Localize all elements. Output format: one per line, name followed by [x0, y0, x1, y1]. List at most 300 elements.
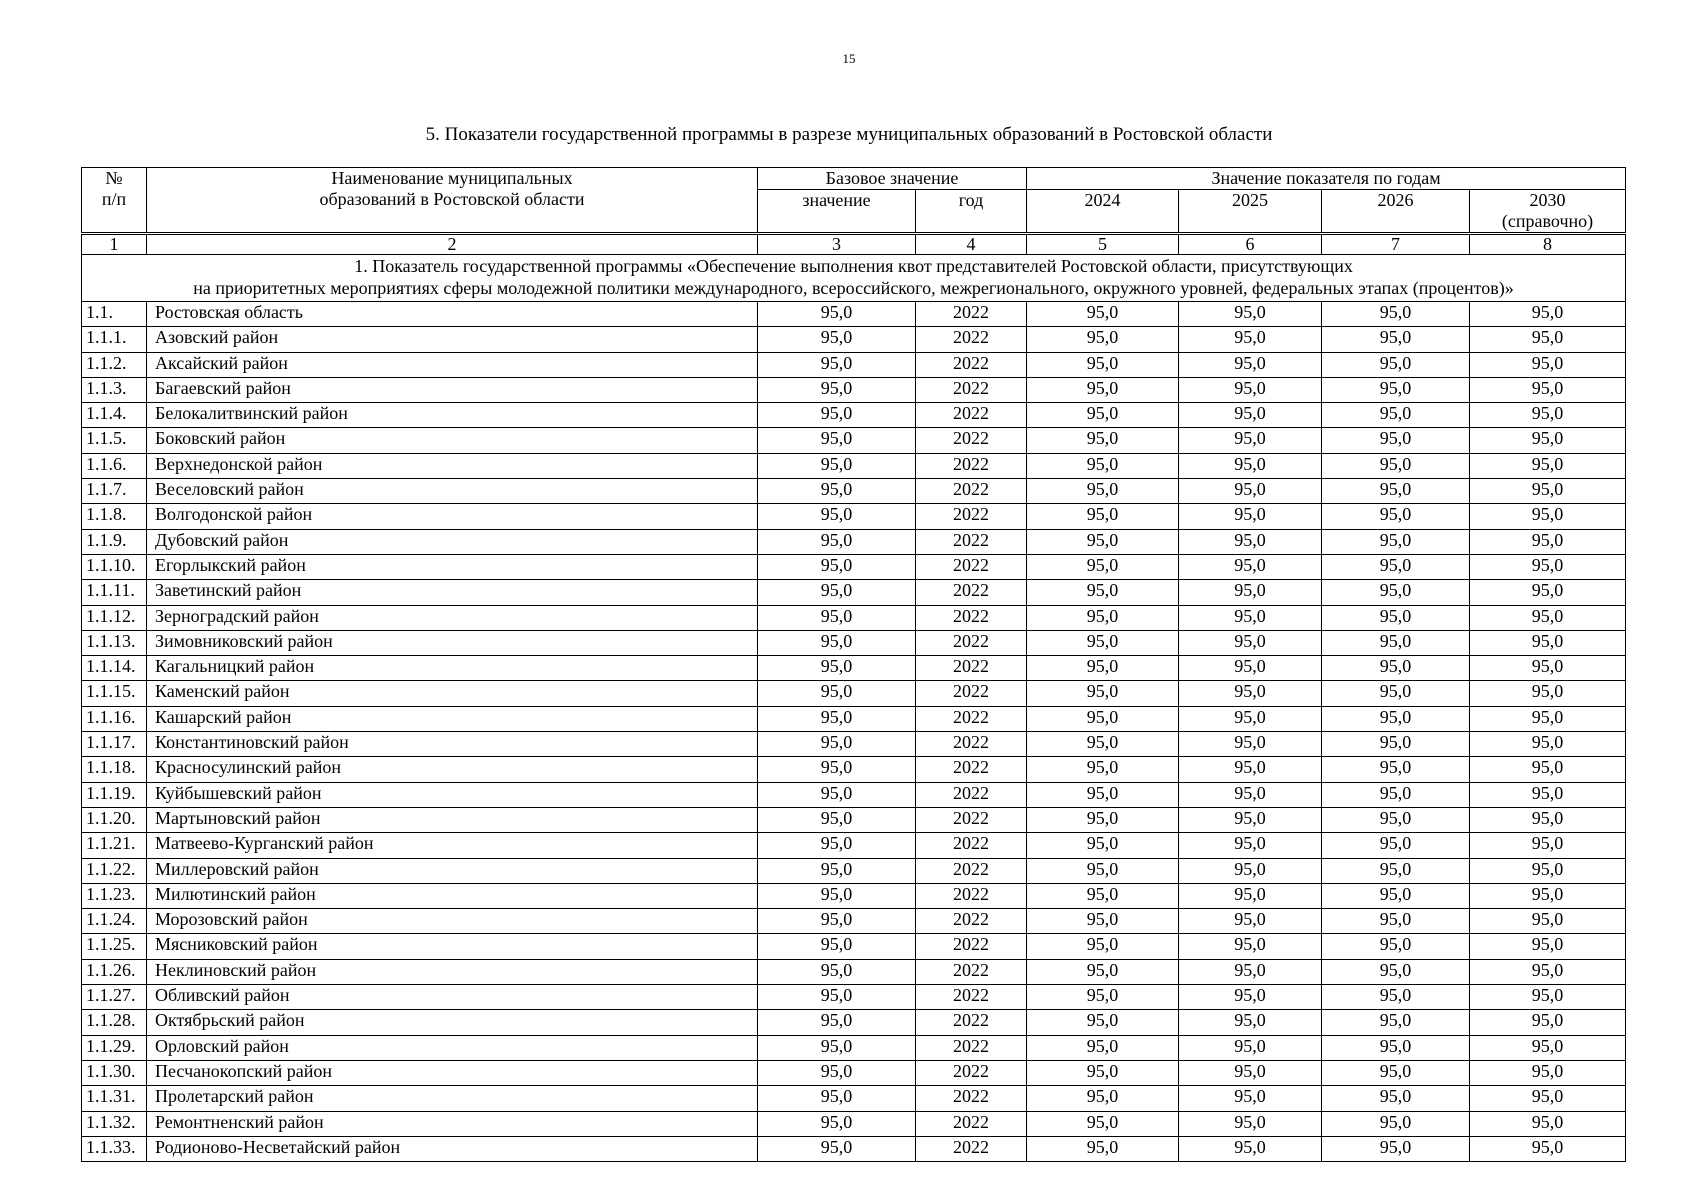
table-row [82, 858, 1626, 883]
value-2024: 95,0 [1027, 1060, 1179, 1085]
value-2026: 95,0 [1322, 1035, 1470, 1060]
value-2026: 95,0 [1322, 681, 1470, 706]
value-2025: 95,0 [1179, 732, 1322, 757]
base-value: 95,0 [758, 327, 916, 352]
value-2030: 95,0 [1470, 302, 1626, 327]
base-value: 95,0 [758, 453, 916, 478]
base-value: 95,0 [758, 681, 916, 706]
municipality-name: Заветинский район [147, 580, 758, 605]
base-value: 95,0 [758, 656, 916, 681]
base-year: 2022 [916, 656, 1027, 681]
municipality-name: Красносулинский район [147, 757, 758, 782]
value-2026: 95,0 [1322, 909, 1470, 934]
value-2024: 95,0 [1027, 554, 1179, 579]
column-number: 3 [758, 234, 916, 255]
base-value: 95,0 [758, 554, 916, 579]
table-row [82, 1111, 1626, 1136]
value-2026: 95,0 [1322, 1010, 1470, 1035]
value-2025: 95,0 [1179, 883, 1322, 908]
indicator-row [82, 255, 1626, 302]
base-year: 2022 [916, 580, 1027, 605]
base-year: 2022 [916, 1136, 1027, 1161]
municipality-name: Обливский район [147, 985, 758, 1010]
municipality-name: Морозовский район [147, 909, 758, 934]
table-row [82, 706, 1626, 731]
base-year: 2022 [916, 833, 1027, 858]
value-2025: 95,0 [1179, 302, 1322, 327]
base-year: 2022 [916, 327, 1027, 352]
row-number: 1.1.7. [82, 479, 147, 504]
municipality-name: Константиновский район [147, 732, 758, 757]
value-2026: 95,0 [1322, 1086, 1470, 1111]
value-2026: 95,0 [1322, 605, 1470, 630]
table-row [82, 883, 1626, 908]
header-years: Значение показателя по годам [1027, 168, 1626, 190]
value-2030: 95,0 [1470, 909, 1626, 934]
value-2026: 95,0 [1322, 934, 1470, 959]
table-row [82, 327, 1626, 352]
value-2025: 95,0 [1179, 580, 1322, 605]
column-number: 8 [1470, 234, 1626, 255]
municipality-name: Песчанокопский район [147, 1060, 758, 1085]
base-value: 95,0 [758, 959, 916, 984]
value-2025: 95,0 [1179, 681, 1322, 706]
value-2024: 95,0 [1027, 302, 1179, 327]
value-2026: 95,0 [1322, 580, 1470, 605]
municipality-name: Егорлыкский район [147, 554, 758, 579]
row-number: 1.1.26. [82, 959, 147, 984]
base-year: 2022 [916, 681, 1027, 706]
base-value: 95,0 [758, 1035, 916, 1060]
table-row [82, 1086, 1626, 1111]
base-year: 2022 [916, 1111, 1027, 1136]
table-row [82, 757, 1626, 782]
value-2024: 95,0 [1027, 605, 1179, 630]
value-2024: 95,0 [1027, 959, 1179, 984]
table-row [82, 833, 1626, 858]
row-number: 1.1.16. [82, 706, 147, 731]
value-2025: 95,0 [1179, 959, 1322, 984]
indicators-table [81, 167, 1626, 1162]
column-number: 5 [1027, 234, 1179, 255]
base-value: 95,0 [758, 352, 916, 377]
row-number: 1.1.33. [82, 1136, 147, 1161]
column-numbers-row [82, 234, 1626, 255]
value-2025: 95,0 [1179, 858, 1322, 883]
value-2025: 95,0 [1179, 833, 1322, 858]
value-2025: 95,0 [1179, 1136, 1322, 1161]
row-number: 1.1.10. [82, 554, 147, 579]
value-2024: 95,0 [1027, 934, 1179, 959]
value-2025: 95,0 [1179, 377, 1322, 402]
municipality-name: Мясниковский район [147, 934, 758, 959]
row-number: 1.1.25. [82, 934, 147, 959]
base-value: 95,0 [758, 1086, 916, 1111]
value-2026: 95,0 [1322, 985, 1470, 1010]
municipality-name: Дубовский район [147, 529, 758, 554]
column-number: 7 [1322, 234, 1470, 255]
municipality-name: Неклиновский район [147, 959, 758, 984]
value-2025: 95,0 [1179, 479, 1322, 504]
value-2025: 95,0 [1179, 706, 1322, 731]
value-2025: 95,0 [1179, 1111, 1322, 1136]
value-2025: 95,0 [1179, 656, 1322, 681]
row-number: 1.1.14. [82, 656, 147, 681]
row-number: 1.1.15. [82, 681, 147, 706]
base-value: 95,0 [758, 858, 916, 883]
value-2030: 95,0 [1470, 757, 1626, 782]
base-value: 95,0 [758, 1060, 916, 1085]
base-value: 95,0 [758, 504, 916, 529]
value-2025: 95,0 [1179, 1035, 1322, 1060]
base-year: 2022 [916, 1060, 1027, 1085]
row-number: 1.1.29. [82, 1035, 147, 1060]
row-number: 1.1.3. [82, 377, 147, 402]
value-2025: 95,0 [1179, 630, 1322, 655]
base-year: 2022 [916, 630, 1027, 655]
table-row [82, 580, 1626, 605]
base-year: 2022 [916, 985, 1027, 1010]
base-year: 2022 [916, 504, 1027, 529]
row-number: 1.1.22. [82, 858, 147, 883]
column-number: 1 [82, 234, 147, 255]
value-2025: 95,0 [1179, 1060, 1322, 1085]
value-2024: 95,0 [1027, 757, 1179, 782]
base-year: 2022 [916, 529, 1027, 554]
row-number: 1.1.6. [82, 453, 147, 478]
value-2030: 95,0 [1470, 1136, 1626, 1161]
base-value: 95,0 [758, 807, 916, 832]
base-value: 95,0 [758, 605, 916, 630]
value-2026: 95,0 [1322, 630, 1470, 655]
value-2025: 95,0 [1179, 352, 1322, 377]
base-year: 2022 [916, 453, 1027, 478]
row-number: 1.1.18. [82, 757, 147, 782]
value-2024: 95,0 [1027, 428, 1179, 453]
value-2030: 95,0 [1470, 883, 1626, 908]
municipality-name: Каменский район [147, 681, 758, 706]
value-2024: 95,0 [1027, 1010, 1179, 1035]
row-number: 1.1.4. [82, 403, 147, 428]
base-value: 95,0 [758, 732, 916, 757]
value-2024: 95,0 [1027, 985, 1179, 1010]
value-2024: 95,0 [1027, 479, 1179, 504]
base-year: 2022 [916, 782, 1027, 807]
base-year: 2022 [916, 302, 1027, 327]
table-row [82, 352, 1626, 377]
value-2024: 95,0 [1027, 377, 1179, 402]
municipality-name: Пролетарский район [147, 1086, 758, 1111]
value-2030: 95,0 [1470, 1035, 1626, 1060]
value-2030: 95,0 [1470, 453, 1626, 478]
base-year: 2022 [916, 1035, 1027, 1060]
column-number: 4 [916, 234, 1027, 255]
value-2030: 95,0 [1470, 807, 1626, 832]
table-row [82, 807, 1626, 832]
municipality-name: Веселовский район [147, 479, 758, 504]
value-2030: 95,0 [1470, 1010, 1626, 1035]
base-year: 2022 [916, 909, 1027, 934]
value-2030: 95,0 [1470, 479, 1626, 504]
row-number: 1.1.9. [82, 529, 147, 554]
value-2030: 95,0 [1470, 352, 1626, 377]
base-value: 95,0 [758, 706, 916, 731]
header-base-value: значение [758, 190, 916, 234]
value-2025: 95,0 [1179, 1086, 1322, 1111]
value-2026: 95,0 [1322, 554, 1470, 579]
value-2024: 95,0 [1027, 403, 1179, 428]
value-2030: 95,0 [1470, 605, 1626, 630]
row-number: 1.1.20. [82, 807, 147, 832]
base-year: 2022 [916, 428, 1027, 453]
value-2025: 95,0 [1179, 605, 1322, 630]
table-row [82, 377, 1626, 402]
table-row [82, 985, 1626, 1010]
value-2026: 95,0 [1322, 327, 1470, 352]
municipality-name: Мартыновский район [147, 807, 758, 832]
municipality-name: Верхнедонской район [147, 453, 758, 478]
base-value: 95,0 [758, 529, 916, 554]
table-row [82, 529, 1626, 554]
value-2025: 95,0 [1179, 807, 1322, 832]
base-value: 95,0 [758, 302, 916, 327]
value-2030: 95,0 [1470, 403, 1626, 428]
base-value: 95,0 [758, 403, 916, 428]
value-2024: 95,0 [1027, 580, 1179, 605]
row-number: 1.1.13. [82, 630, 147, 655]
base-year: 2022 [916, 934, 1027, 959]
row-number: 1.1.1. [82, 327, 147, 352]
municipality-name: Белокалитвинский район [147, 403, 758, 428]
base-year: 2022 [916, 1086, 1027, 1111]
municipality-name: Ростовская область [147, 302, 758, 327]
value-2030: 95,0 [1470, 580, 1626, 605]
row-number: 1.1.21. [82, 833, 147, 858]
value-2026: 95,0 [1322, 706, 1470, 731]
table-row [82, 554, 1626, 579]
header-year-2025: 2025 [1179, 190, 1322, 234]
base-year: 2022 [916, 883, 1027, 908]
value-2030: 95,0 [1470, 630, 1626, 655]
value-2025: 95,0 [1179, 428, 1322, 453]
section-title: 5. Показатели государственной программы в разрезе муниципальных образований в Ростовской области [425, 124, 1273, 145]
base-year: 2022 [916, 807, 1027, 832]
value-2030: 95,0 [1470, 706, 1626, 731]
header-base-year: год [916, 190, 1027, 234]
value-2025: 95,0 [1179, 529, 1322, 554]
municipality-name: Волгодонской район [147, 504, 758, 529]
value-2025: 95,0 [1179, 909, 1322, 934]
value-2024: 95,0 [1027, 630, 1179, 655]
value-2024: 95,0 [1027, 681, 1179, 706]
table-row [82, 453, 1626, 478]
table-row [82, 1136, 1626, 1161]
header-row-top [82, 168, 1626, 190]
base-value: 95,0 [758, 757, 916, 782]
value-2026: 95,0 [1322, 1136, 1470, 1161]
value-2026: 95,0 [1322, 757, 1470, 782]
municipality-name: Матвеево-Курганский район [147, 833, 758, 858]
table-row [82, 934, 1626, 959]
header-year-2030: 2030 (справочно) [1470, 190, 1626, 234]
value-2026: 95,0 [1322, 504, 1470, 529]
municipality-name: Азовский район [147, 327, 758, 352]
base-value: 95,0 [758, 1010, 916, 1035]
value-2030: 95,0 [1470, 1111, 1626, 1136]
municipality-name: Боковский район [147, 428, 758, 453]
municipality-name: Куйбышевский район [147, 782, 758, 807]
base-year: 2022 [916, 403, 1027, 428]
base-value: 95,0 [758, 909, 916, 934]
row-number: 1.1.2. [82, 352, 147, 377]
row-number: 1.1.28. [82, 1010, 147, 1035]
base-year: 2022 [916, 479, 1027, 504]
value-2025: 95,0 [1179, 934, 1322, 959]
header-year-2026: 2026 [1322, 190, 1470, 234]
value-2030: 95,0 [1470, 782, 1626, 807]
indicator-title: 1. Показатель государственной программы «Обеспечение выполнения квот представителей Ростовской области, присутствующих на приоритетных мероприятиях сферы молодежной политики международного, всероссийского, межрегионального, окружного уровней, федеральных этапах (процентов)» [82, 255, 1626, 302]
value-2026: 95,0 [1322, 479, 1470, 504]
value-2026: 95,0 [1322, 959, 1470, 984]
value-2024: 95,0 [1027, 327, 1179, 352]
base-value: 95,0 [758, 934, 916, 959]
base-value: 95,0 [758, 1136, 916, 1161]
value-2026: 95,0 [1322, 782, 1470, 807]
table-row [82, 782, 1626, 807]
base-year: 2022 [916, 554, 1027, 579]
base-value: 95,0 [758, 985, 916, 1010]
row-number: 1.1.27. [82, 985, 147, 1010]
base-value: 95,0 [758, 1111, 916, 1136]
value-2030: 95,0 [1470, 833, 1626, 858]
value-2025: 95,0 [1179, 453, 1322, 478]
row-number: 1.1.23. [82, 883, 147, 908]
row-number: 1.1.5. [82, 428, 147, 453]
municipality-name: Октябрьский район [147, 1010, 758, 1035]
base-value: 95,0 [758, 377, 916, 402]
table-row [82, 1060, 1626, 1085]
header-base: Базовое значение [758, 168, 1027, 190]
page-number: 15 [842, 51, 856, 66]
value-2030: 95,0 [1470, 428, 1626, 453]
value-2025: 95,0 [1179, 554, 1322, 579]
value-2025: 95,0 [1179, 403, 1322, 428]
value-2030: 95,0 [1470, 732, 1626, 757]
value-2030: 95,0 [1470, 858, 1626, 883]
value-2025: 95,0 [1179, 1010, 1322, 1035]
base-year: 2022 [916, 377, 1027, 402]
value-2025: 95,0 [1179, 327, 1322, 352]
base-year: 2022 [916, 605, 1027, 630]
base-value: 95,0 [758, 630, 916, 655]
table-row [82, 656, 1626, 681]
row-number: 1.1.31. [82, 1086, 147, 1111]
value-2026: 95,0 [1322, 858, 1470, 883]
base-value: 95,0 [758, 782, 916, 807]
municipality-name: Аксайский район [147, 352, 758, 377]
value-2024: 95,0 [1027, 883, 1179, 908]
value-2026: 95,0 [1322, 529, 1470, 554]
value-2024: 95,0 [1027, 1136, 1179, 1161]
base-year: 2022 [916, 706, 1027, 731]
column-number: 2 [147, 234, 758, 255]
base-year: 2022 [916, 757, 1027, 782]
base-year: 2022 [916, 352, 1027, 377]
value-2026: 95,0 [1322, 352, 1470, 377]
municipality-name: Зерноградский район [147, 605, 758, 630]
row-number: 1.1.12. [82, 605, 147, 630]
value-2026: 95,0 [1322, 833, 1470, 858]
municipality-name: Миллеровский район [147, 858, 758, 883]
value-2024: 95,0 [1027, 858, 1179, 883]
value-2030: 95,0 [1470, 985, 1626, 1010]
row-number: 1.1.19. [82, 782, 147, 807]
header-year-2024: 2024 [1027, 190, 1179, 234]
value-2026: 95,0 [1322, 428, 1470, 453]
value-2024: 95,0 [1027, 807, 1179, 832]
column-number: 6 [1179, 234, 1322, 255]
value-2030: 95,0 [1470, 681, 1626, 706]
base-year: 2022 [916, 1010, 1027, 1035]
value-2024: 95,0 [1027, 453, 1179, 478]
value-2025: 95,0 [1179, 985, 1322, 1010]
value-2026: 95,0 [1322, 377, 1470, 402]
row-number: 1.1.30. [82, 1060, 147, 1085]
value-2026: 95,0 [1322, 1111, 1470, 1136]
table-row [82, 732, 1626, 757]
table-row [82, 909, 1626, 934]
value-2024: 95,0 [1027, 352, 1179, 377]
value-2026: 95,0 [1322, 732, 1470, 757]
header-name: Наименование муниципальных образований в Ростовской области [147, 168, 758, 234]
table-row [82, 428, 1626, 453]
value-2024: 95,0 [1027, 504, 1179, 529]
value-2026: 95,0 [1322, 1060, 1470, 1085]
value-2030: 95,0 [1470, 959, 1626, 984]
table-row [82, 605, 1626, 630]
value-2030: 95,0 [1470, 529, 1626, 554]
municipality-name: Кагальницкий район [147, 656, 758, 681]
value-2024: 95,0 [1027, 732, 1179, 757]
table-row [82, 681, 1626, 706]
table-row [82, 504, 1626, 529]
value-2026: 95,0 [1322, 656, 1470, 681]
value-2030: 95,0 [1470, 656, 1626, 681]
base-value: 95,0 [758, 428, 916, 453]
value-2026: 95,0 [1322, 302, 1470, 327]
base-year: 2022 [916, 959, 1027, 984]
value-2030: 95,0 [1470, 934, 1626, 959]
value-2024: 95,0 [1027, 529, 1179, 554]
value-2024: 95,0 [1027, 1035, 1179, 1060]
table-row [82, 959, 1626, 984]
base-value: 95,0 [758, 883, 916, 908]
base-value: 95,0 [758, 833, 916, 858]
value-2025: 95,0 [1179, 782, 1322, 807]
municipality-name: Родионово-Несветайский район [147, 1136, 758, 1161]
municipality-name: Зимовниковский район [147, 630, 758, 655]
value-2024: 95,0 [1027, 833, 1179, 858]
value-2026: 95,0 [1322, 403, 1470, 428]
row-number: 1.1.24. [82, 909, 147, 934]
value-2030: 95,0 [1470, 554, 1626, 579]
municipality-name: Ремонтненский район [147, 1111, 758, 1136]
row-number: 1.1.32. [82, 1111, 147, 1136]
value-2030: 95,0 [1470, 1086, 1626, 1111]
value-2025: 95,0 [1179, 757, 1322, 782]
value-2026: 95,0 [1322, 883, 1470, 908]
value-2024: 95,0 [1027, 1111, 1179, 1136]
